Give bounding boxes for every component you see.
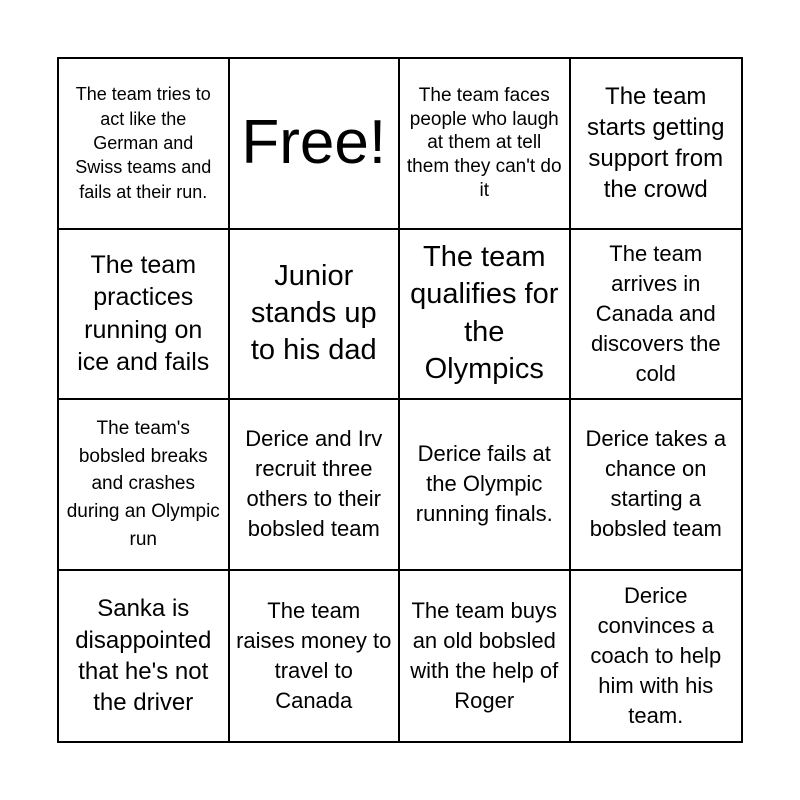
bingo-cell-free[interactable] bbox=[230, 59, 401, 230]
bingo-board bbox=[57, 57, 743, 743]
bingo-cell-r4c1[interactable] bbox=[59, 571, 230, 742]
bingo-cell-text: The team's bobsled breaks and crashes during an Olympic run bbox=[66, 418, 220, 550]
bingo-cell-text: The team starts getting support from the crowd bbox=[587, 82, 725, 204]
bingo-cell-r2c4[interactable] bbox=[571, 230, 742, 401]
bingo-cell-text: Derice and Irv recruit three others to their bobsled team bbox=[245, 426, 383, 542]
bingo-cell-r2c2[interactable] bbox=[230, 230, 401, 401]
free-space-label: Free! bbox=[241, 108, 387, 178]
bingo-cell-r3c1[interactable] bbox=[59, 400, 230, 571]
bingo-cell-r1c1[interactable] bbox=[59, 59, 230, 230]
bingo-cell-text: Sanka is disappointed that he's not the driver bbox=[75, 595, 212, 716]
bingo-cell-r2c1[interactable] bbox=[59, 230, 230, 401]
bingo-cell-text: The team tries to act like the German and Swiss teams and fails at their run. bbox=[75, 84, 212, 202]
bingo-cell-r4c4[interactable] bbox=[571, 571, 742, 742]
bingo-cell-text: Derice convinces a coach to help him with his team. bbox=[590, 582, 722, 728]
bingo-cell-text: The team raises money to travel to Canada bbox=[236, 597, 392, 713]
bingo-cell-text: Junior stands up to his dad bbox=[250, 259, 377, 367]
bingo-cell-r4c3[interactable] bbox=[400, 571, 571, 742]
bingo-cell-text: The team qualifies for the Olympics bbox=[410, 240, 559, 386]
bingo-cell-text: The team arrives in Canada and discovers the cold bbox=[590, 240, 721, 386]
bingo-cell-text: Derice fails at the Olympic running finals. bbox=[415, 441, 553, 527]
bingo-cell-r4c2[interactable] bbox=[230, 571, 401, 742]
bingo-cell-r1c3[interactable] bbox=[400, 59, 571, 230]
bingo-cell-text: The team faces people who laugh at them at tell them they can't do it bbox=[406, 85, 562, 201]
bingo-cell-r3c2[interactable] bbox=[230, 400, 401, 571]
bingo-cell-r1c4[interactable] bbox=[571, 59, 742, 230]
bingo-cell-r3c3[interactable] bbox=[400, 400, 571, 571]
bingo-cell-r2c3[interactable] bbox=[400, 230, 571, 401]
bingo-cell-text: The team practices running on ice and fails bbox=[77, 250, 210, 377]
bingo-cell-text: Derice takes a chance on starting a bobsled team bbox=[585, 426, 727, 542]
bingo-cell-text: The team buys an old bobsled with the help of Roger bbox=[410, 597, 559, 713]
bingo-cell-r3c4[interactable] bbox=[571, 400, 742, 571]
